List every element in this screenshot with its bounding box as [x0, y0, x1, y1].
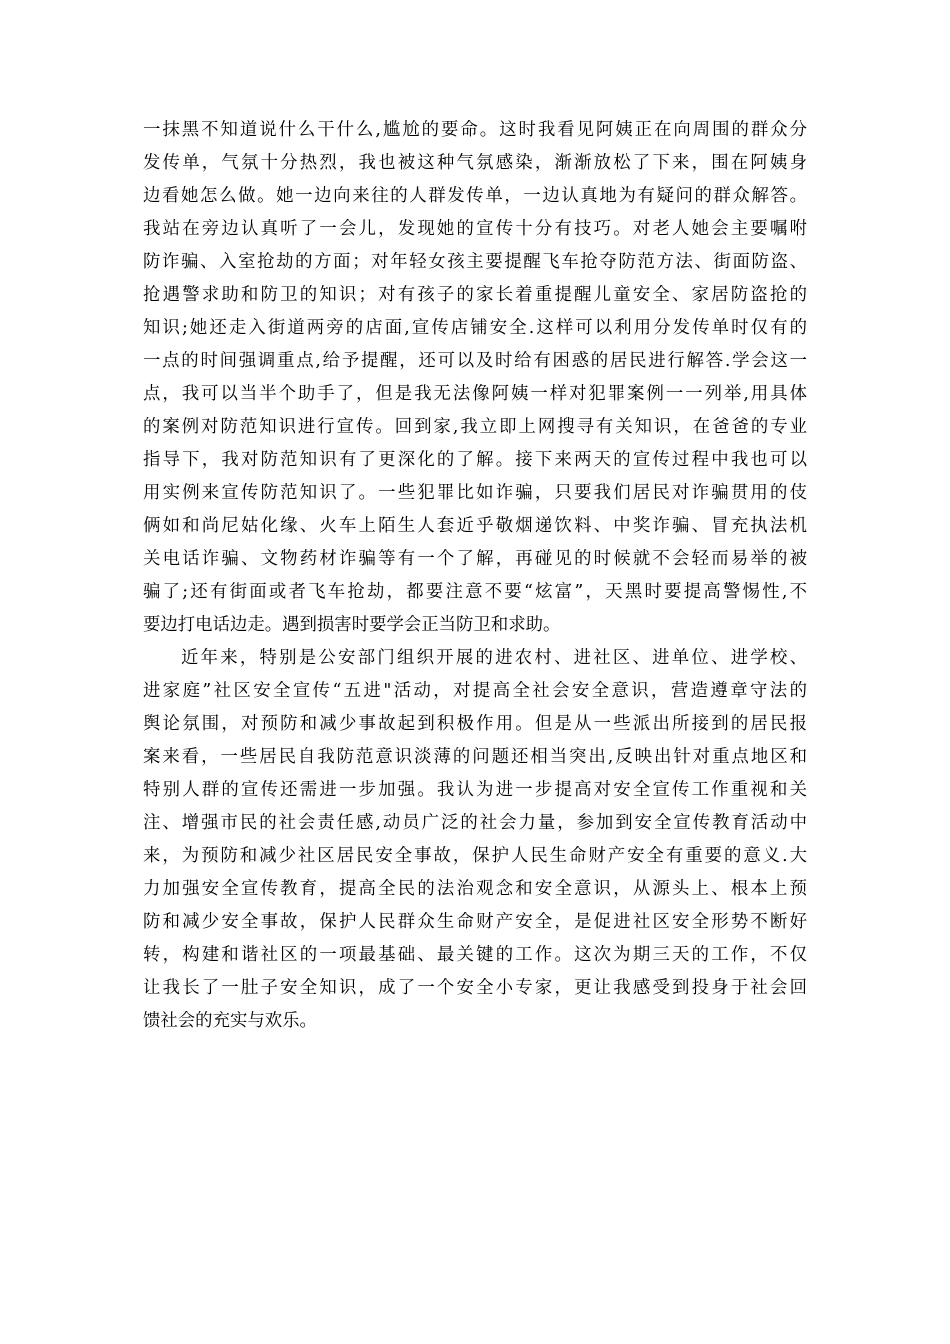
- text-line: 舆论氛围，对预防和减少事故起到积极作用。但是从一些派出所接到的居民报: [143, 714, 807, 734]
- text-line: 知识;她还走入街道两旁的店面,宣传店铺安全.这样可以利用分发传单时仅有的: [143, 318, 807, 338]
- text-line: 进家庭”社区安全宣传“五进"活动，对提高全社会安全意识，营造遵章守法的: [143, 681, 807, 701]
- text-line: 注、增强市民的社会责任感,动员广泛的社会力量，参加到安全宣传教育活动中: [143, 813, 807, 833]
- text-line: 用实例来宣传防范知识了。一些犯罪比如诈骗，只要我们居民对诈骗贯用的伎: [143, 483, 807, 503]
- text-line: 案来看，一些居民自我防范意识淡薄的问题还相当突出,反映出针对重点地区和: [143, 747, 807, 767]
- document-body: [143, 114, 807, 1038]
- paragraph: [143, 642, 807, 1038]
- text-line: 点，我可以当半个助手了，但是我无法像阿姨一样对犯罪案例一一列举,用具体: [143, 384, 807, 404]
- paragraph: [143, 114, 807, 642]
- text-line: 特别人群的宣传还需进一步加强。我认为进一步提高对安全宣传工作重视和关: [143, 780, 807, 800]
- text-line: 一抹黑不知道说什么干什么,尴尬的要命。这时我看见阿姨正在向周围的群众分: [143, 120, 807, 140]
- text-line: 边看她怎么做。她一边向来往的人群发传单，一边认真地为有疑问的群众解答。: [143, 186, 807, 206]
- text-line: 来，为预防和减少社区居民安全事故，保护人民生命财产安全有重要的意义.大: [143, 846, 807, 866]
- text-line: 转，构建和谐社区的一项最基础、最关键的工作。这次为期三天的工作，不仅: [143, 945, 807, 965]
- text-line: 馈社会的充实与欢乐。: [143, 1011, 317, 1031]
- text-line: 防诈骗、入室抢劫的方面；对年轻女孩主要提醒飞车抢夺防范方法、街面防盗、: [143, 252, 807, 272]
- text-line: 力加强安全宣传教育，提高全民的法治观念和安全意识，从源头上、根本上预: [143, 879, 807, 899]
- text-line: 的案例对防范知识进行宣传。回到家,我立即上网搜寻有关知识，在爸爸的专业: [143, 417, 807, 437]
- text-line: 让我长了一肚子安全知识，成了一个安全小专家，更让我感受到投身于社会回: [143, 978, 807, 998]
- text-line: 关电话诈骗、文物药材诈骗等有一个了解，再碰见的时候就不会轻而易举的被: [143, 549, 807, 569]
- text-line: 要边打电话边走。遇到损害时要学会正当防卫和求助。: [143, 615, 561, 635]
- text-line: 指导下，我对防范知识有了更深化的了解。接下来两天的宣传过程中我也可以: [143, 450, 807, 470]
- text-line: 我站在旁边认真听了一会儿，发现她的宣传十分有技巧。对老人她会主要嘱咐: [143, 219, 807, 239]
- text-line: 防和减少安全事故，保护人民群众生命财产安全，是促进社区安全形势不断好: [143, 912, 807, 932]
- text-line: 近年来，特别是公安部门组织开展的进农村、进社区、进单位、进学校、: [181, 648, 807, 668]
- text-line: 俩如和尚尼姑化缘、火车上陌生人套近乎敬烟递饮料、中奖诈骗、冒充执法机: [143, 516, 807, 536]
- text-line: 骗了;还有街面或者飞车抢劫，都要注意不要“炫富”，天黑时要提高警惕性,不: [143, 582, 807, 602]
- text-line: 一点的时间强调重点,给予提醒，还可以及时给有困惑的居民进行解答.学会这一: [143, 351, 807, 371]
- text-line: 抢遇警求助和防卫的知识；对有孩子的家长着重提醒儿童安全、家居防盗抢的: [143, 285, 807, 305]
- text-line: 发传单，气氛十分热烈，我也被这种气氛感染，渐渐放松了下来，围在阿姨身: [143, 153, 807, 173]
